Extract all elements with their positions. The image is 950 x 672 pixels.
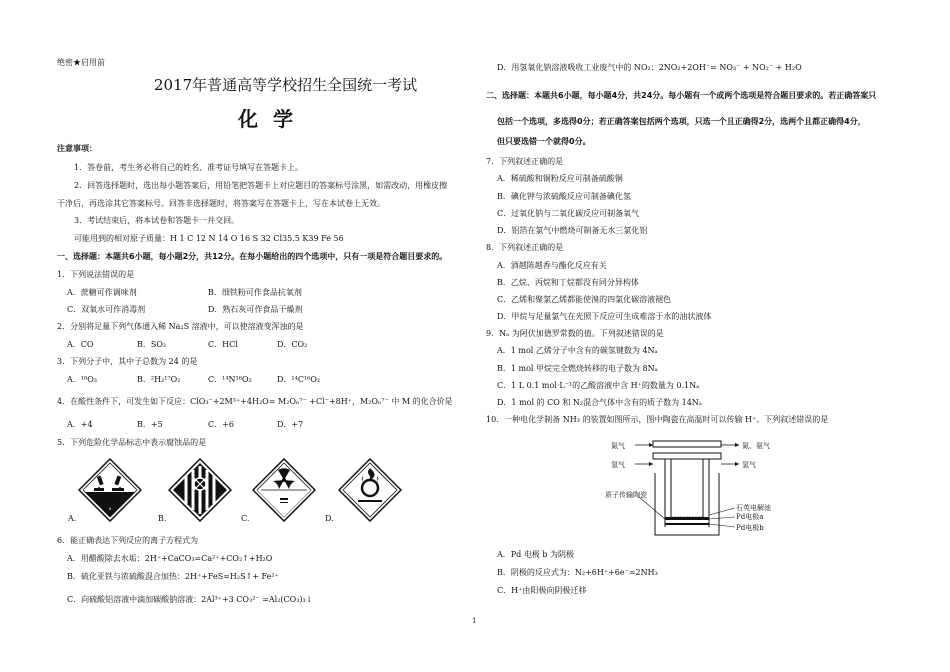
- q7-stem: 7．下列叙述正确的是: [486, 157, 564, 166]
- q1-option-c: C．双氧水可作消毒剂: [67, 305, 146, 314]
- q10-option-c: C．H⁺由阳极向阴极迁移: [497, 586, 587, 595]
- section1-title: 一、选择题：本题共6小题，每小题2分，共12分。在每小题给出的四个选项中，只有一项是符合题目要求的。: [57, 252, 448, 261]
- q5-label-a: A.: [68, 514, 77, 523]
- q1-stem: 1．下列说法错误的是: [57, 270, 135, 279]
- electrolysis-apparatus-figure: [605, 433, 795, 543]
- notice-title: 注意事项：: [57, 143, 97, 153]
- secret-mark: 绝密★启用前: [57, 58, 105, 67]
- radioactive-sign-icon: [252, 458, 316, 522]
- q2-option-a: A．CO: [67, 340, 94, 349]
- q2-option-c: C．HCl: [208, 340, 238, 349]
- q4-option-a: A．+4: [67, 420, 93, 429]
- electrode-b-label: Pd电极b: [736, 524, 764, 532]
- page-number: 1: [472, 617, 477, 625]
- q3-stem: 3．下列分子中，其中子总数为 24 的是: [57, 357, 198, 366]
- q4-stem: 4．在酸性条件下，可发生如下反应：ClO₃⁻+2M³⁺+4H₂O= M₂Oₙ⁷⁻ +Cl⁻+8H⁺，M₂Oₙ⁷⁻ 中 M 的化合价是: [57, 397, 453, 406]
- q6-option-c: C．向硫酸铝溶液中滴加碳酸钠溶液：2Al³⁺+3 CO₃²⁻ =Al₂(CO₃)₃↓: [67, 595, 313, 604]
- q6-option-d: D．用氢氧化钠溶液吸收工业废气中的 NO₂：2NO₂+2OH⁻= NO₃⁻ + NO₂⁻ + H₂O: [497, 63, 802, 72]
- electrode-a-label: Pd电极a: [736, 513, 764, 521]
- hydrogen-outlet-label: 氢气: [742, 461, 756, 469]
- q2-option-d: D．CO₂: [277, 340, 308, 349]
- q4-option-b: B．+5: [137, 420, 163, 429]
- q1-option-b: B．细铁粉可作食品抗氧剂: [208, 288, 302, 297]
- hydrogen-inlet-label: 氢气: [611, 461, 625, 469]
- proton-ceramic-label: 质子传输陶瓷: [605, 491, 647, 499]
- q6-stem: 6．能正确表达下列反应的离子方程式为: [57, 536, 199, 545]
- section2-line: 包括一个选项，多选得0分；若正确答案包括两个选项，只选一个且正确得2分，选两个且都正确得4分，: [497, 117, 866, 126]
- q10-option-a: A．Pd 电极 b 为阴极: [497, 550, 575, 559]
- q1-option-a: A．蔗糖可作调味剂: [67, 288, 137, 297]
- q5-label-b: B.: [158, 514, 167, 523]
- q10-option-b: B．阴极的反应式为：N₂+6H⁺+6e⁻=2NH₃: [497, 568, 658, 577]
- q2-stem: 2．分别将足量下列气体通入稀 Na₂S 溶液中，可以使溶液变浑浊的是: [57, 322, 304, 331]
- q9-option-c: C．1 L 0.1 mol·L⁻¹的乙酸溶液中含 H⁺的数量为 0.1Nₐ: [497, 381, 700, 390]
- q5-label-c: C.: [241, 514, 250, 523]
- quartz-cell-label: 石英电解池: [736, 504, 771, 512]
- q9-option-d: D．1 mol 的 CO 和 N₂混合气体中含有的质子数为 14Nₐ: [497, 398, 702, 407]
- q4-option-d: D．+7: [277, 420, 304, 429]
- notice-item: 3．考试结束后，将本试卷和答题卡一并交回。: [74, 216, 240, 225]
- nitrogen-ammonia-outlet-label: 氮、氨气: [742, 442, 770, 450]
- q9-stem: 9．Nₐ 为阿伏加德罗常数的值。下列叙述错误的是: [486, 329, 664, 338]
- explosive-sign-icon: [168, 458, 232, 522]
- q7-option-d: D．铝箔在氯气中燃烧可制备无水三氯化铝: [497, 226, 648, 235]
- q7-option-a: A．稀硫酸和铜粉反应可制备硫酸铜: [497, 174, 623, 183]
- q7-option-b: B．碘化钾与浓硫酸反应可制备碘化氢: [497, 192, 631, 201]
- corrosive-sign-icon: [78, 458, 142, 522]
- nitrogen-inlet-label: 氮气: [611, 442, 625, 450]
- q9-option-b: B．1 mol 甲烷完全燃烧转移的电子数为 8Nₐ: [497, 364, 658, 373]
- q3-option-d: D．¹⁴C¹⁶O₂: [277, 375, 321, 384]
- section2-line: 二、选择题：本题共6小题，每小题4分，共24分。每小题有一个或两个选项是符合题目要求的。若正确答案只: [486, 91, 877, 100]
- q3-option-b: B．²H₂¹⁷O₂: [137, 375, 181, 384]
- notice-item: 1．答卷前，考生务必将自己的姓名、准考证号填写在答题卡上。: [74, 163, 304, 172]
- exam-title: 2017年普通高等学校招生全国统一考试: [154, 76, 418, 94]
- subject-title: 化 学: [238, 107, 297, 131]
- q5-label-d: D.: [325, 514, 334, 523]
- q8-option-a: A．酒越陈越香与酯化反应有关: [497, 261, 607, 270]
- q8-option-b: B．乙烷、丙烷和丁烷都没有同分异构体: [497, 278, 639, 287]
- q8-option-c: C．乙烯和聚氯乙烯都能使溴的四氯化碳溶液褪色: [497, 295, 672, 304]
- q6-option-b: B．硫化亚铁与浓硫酸混合加热：2H⁺+FeS=H₂S↑+ Fe²⁺: [67, 572, 279, 581]
- atomic-mass-line: 可能用到的相对原子质量：H 1 C 12 N 14 O 16 S 32 Cl35.5 K39 Fe 56: [74, 234, 344, 243]
- q4-option-c: C．+6: [208, 420, 234, 429]
- q9-option-a: A．1 mol 乙烯分子中含有的碳氢键数为 4Nₐ: [497, 346, 658, 355]
- q3-option-c: C．¹⁴N¹⁶O₂: [208, 375, 252, 384]
- q10-stem: 10．一种电化学制备 NH₃ 的装置如图所示，图中陶瓷在高温时可以传输 H⁺。下列叙述错误的是: [486, 415, 829, 424]
- q6-option-a: A．用醋酸除去水垢：2H⁺+CaCO₃=Ca²⁺+CO₂↑+H₂O: [67, 554, 273, 563]
- notice-item: 2．回答选择题时，选出每小题答案后，用铅笔把答题卡上对应题目的答案标号涂黑，如需改动，用橡皮擦: [74, 181, 448, 190]
- q2-option-b: B．SO₂: [137, 340, 167, 349]
- svg-text:8: 8: [108, 506, 112, 511]
- notice-item: 干净后，再选涂其它答案标号。回答非选择题时，将答案写在答题卡上，写在本试卷上无效。: [57, 199, 385, 208]
- q7-option-c: C．过氧化钠与二氧化碳反应可制备氧气: [497, 209, 640, 218]
- q3-option-a: A．¹⁸O₃: [67, 375, 97, 384]
- q1-option-d: D．熟石灰可作食品干燥剂: [208, 305, 303, 314]
- q8-stem: 8．下列叙述正确的是: [486, 243, 564, 252]
- oxidizer-sign-icon: [338, 458, 402, 522]
- q8-option-d: D．甲烷与足量氯气在光照下反应可生成难溶于水的油状液体: [497, 312, 712, 321]
- q5-stem: 5．下列危险化学品标志中表示腐蚀品的是: [57, 438, 207, 447]
- section2-line: 但只要选错一个就得0分。: [497, 137, 591, 146]
